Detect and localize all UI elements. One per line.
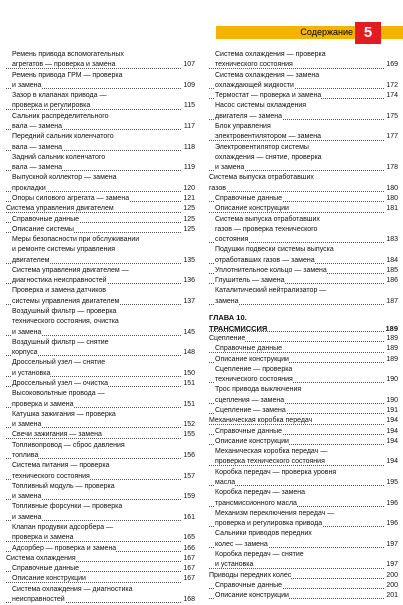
toc-page-number: 150 [182, 369, 195, 379]
toc-page-number: 194 [385, 427, 398, 437]
toc-entry-title: Система охлаждения — диагностика неисправностей [12, 585, 133, 603]
toc-section-entry[interactable] [6, 204, 195, 214]
toc-page-number: 121 [182, 194, 195, 204]
toc-entry-title: Справочные данные [12, 215, 80, 223]
toc-entry-title: Насос системы охлаждения двигателя — замена [215, 102, 307, 120]
toc-page-number: 169 [385, 60, 398, 70]
toc-page-number: 167 [182, 554, 195, 564]
toc-entry-title: Описание конструкции [215, 355, 289, 363]
toc-right-column [209, 50, 398, 601]
toc-entry[interactable] [209, 50, 398, 71]
toc-page-number: 178 [385, 163, 398, 173]
toc-entry-title: Воздушный фильтр — проверка технического состояния, очистка и замена [12, 308, 119, 336]
toc-entry[interactable] [209, 591, 398, 601]
toc-entry[interactable] [6, 71, 195, 92]
toc-section-entry[interactable] [209, 334, 398, 344]
toc-page-number: 200 [385, 571, 398, 581]
toc-entry-title: Подушки подвески системы выпуска отработавших газов — замена [215, 246, 334, 264]
toc-entry[interactable] [209, 447, 398, 468]
toc-page-number: 175 [385, 112, 398, 122]
toc-entry-title: Справочные данные [215, 581, 283, 589]
toc-entry[interactable] [6, 441, 195, 462]
toc-entry[interactable] [209, 91, 398, 101]
toc-section-entry[interactable] [209, 416, 398, 426]
toc-entry[interactable] [6, 430, 195, 440]
toc-entry[interactable] [209, 550, 398, 571]
toc-entry-title: Механическая коробка передач — проверка технического состояния [215, 448, 328, 466]
toc-page-number: 184 [385, 256, 398, 266]
toc-page-number: 125 [182, 215, 195, 225]
toc-entry-title: Система управления двигателем [6, 205, 114, 213]
toc-entry[interactable] [6, 286, 195, 307]
toc-page-number: 197 [385, 560, 398, 570]
toc-page-number: 197 [385, 540, 398, 550]
toc-page-number: 195 [385, 478, 398, 488]
toc-page-number: 145 [182, 328, 195, 338]
toc-entry-title: Справочные данные [215, 345, 283, 353]
toc-page-number: 180 [385, 194, 398, 204]
toc-entry-title: Система охлаждения — проверка технического состояния [215, 51, 326, 69]
toc-entry[interactable] [6, 132, 195, 153]
toc-entry-title: Термостат — проверка и замена [215, 92, 322, 100]
toc-entry[interactable] [6, 225, 195, 235]
page-number-badge: 5 [355, 22, 381, 44]
toc-entry-title: Коробка передач — снятие и установка [215, 550, 304, 569]
toc-entry[interactable] [6, 585, 195, 605]
toc-entry[interactable] [6, 266, 195, 287]
toc-entry[interactable] [209, 266, 398, 276]
toc-page-number: 172 [385, 81, 398, 91]
toc-page-number: 196 [385, 499, 398, 509]
toc-entry-title: Сальники приводов передних колес — замена [215, 530, 312, 548]
toc-entry-title: Воздушный фильтр — снятие корпуса [12, 338, 109, 357]
toc-entry-title: Коробка передач — замена трансмиссионного масла [215, 489, 306, 507]
toc-entry[interactable] [209, 71, 398, 92]
toc-entry[interactable] [6, 153, 195, 174]
toc-entry[interactable] [209, 406, 398, 416]
toc-page-number: 109 [182, 81, 195, 91]
toc-page-number: 156 [182, 451, 195, 461]
chapter-heading: ГЛАВА 10. ТРАНСМИССИЯ 189 [209, 313, 398, 333]
toc-entry-title: Уплотнительное кольцо — замена [215, 266, 327, 274]
toc-page-number: 161 [182, 513, 195, 523]
toc-entry[interactable] [209, 529, 398, 550]
toc-entry-title: Ремень привода вспомогательных агрегатов — проверка и замена [12, 51, 124, 69]
toc-page-number: 117 [183, 122, 195, 132]
toc-page-number: 125 [182, 204, 195, 214]
toc-entry[interactable] [6, 91, 195, 112]
toc-entry-title: Клапан продувки адсорбера — проверка и замена [12, 523, 114, 542]
toc-entry-title: Справочные данные [215, 427, 283, 435]
toc-entry[interactable] [209, 143, 398, 174]
toc-entry-title: Система управления двигателем — диагностика неисправностей [12, 266, 129, 285]
toc-entry-title: Описание конструкции [12, 575, 86, 583]
toc-entry-title: Система охлаждения — замена охлаждающей жидкости [215, 71, 320, 89]
toc-entry-title: Механизм переключения передач — проверка и регулировка привода [215, 509, 335, 528]
toc-entry-title: Ремень привода ГРМ — проверка и замена [12, 71, 123, 89]
toc-entry-title: Электровентилятор системы охлаждения — снятие, проверка и замена [215, 143, 322, 172]
toc-page-number: 189 [385, 323, 398, 333]
toc-entry-title: Адсорбер — проверка и замена [12, 544, 117, 552]
toc-entry[interactable] [6, 523, 195, 544]
toc-page-number: 201 [385, 591, 398, 601]
toc-left-column [6, 50, 195, 605]
toc-entry-title: Коробка передач — проверка уровня масла [215, 468, 337, 486]
toc-entry[interactable] [6, 50, 195, 71]
toc-entry[interactable] [209, 365, 398, 386]
toc-page-number: 190 [385, 375, 398, 385]
toc-page-number: 190 [385, 396, 398, 406]
toc-entry-title: Топливные форсунки — проверка и замена [12, 503, 123, 521]
toc-entry[interactable] [6, 389, 195, 410]
toc-page-number: 125 [182, 225, 195, 235]
toc-entry[interactable] [6, 235, 195, 266]
toc-entry[interactable] [6, 482, 195, 503]
toc-page-number: 181 [385, 204, 398, 214]
toc-entry-title: Система питания — проверка технического состояния [12, 462, 110, 480]
toc-entry-title: Выпускной коллектор — замена прокладки [12, 174, 117, 192]
toc-page-number: 183 [385, 235, 398, 245]
toc-page-number: 174 [385, 91, 398, 101]
toc-page-number: 187 [385, 297, 398, 307]
toc-entry[interactable] [6, 461, 195, 482]
toc-entry-title: Система выпуска отработавших газов [209, 174, 314, 192]
toc-page-number: 194 [385, 416, 398, 426]
toc-entry-title: Справочные данные [215, 194, 283, 202]
toc-entry[interactable] [6, 410, 195, 431]
toc-entry[interactable] [209, 286, 398, 307]
toc-page-number: 151 [182, 400, 195, 410]
toc-page-number: 120 [182, 184, 195, 194]
toc-page-number: 167 [182, 564, 195, 574]
toc-entry-title: Описание конструкции [215, 592, 289, 600]
toc-page-number: 185 [385, 266, 398, 276]
toc-entry-title: Описание системы [12, 225, 74, 233]
toc-entry-title: Высоковольтные провода — проверка и замена [12, 390, 105, 408]
toc-entry-title: Приводы передних колес [209, 571, 292, 579]
toc-entry[interactable] [209, 385, 398, 406]
toc-entry-title: Дроссельный узел — снятие и установка [12, 359, 106, 377]
toc-entry[interactable] [209, 488, 398, 509]
toc-entry[interactable] [209, 245, 398, 266]
toc-page-number: 177 [385, 132, 398, 142]
toc-entry[interactable] [209, 204, 398, 214]
toc-entry-title: Трос привода выключения сцепления — замена [215, 386, 302, 404]
toc-page-number: 165 [182, 533, 195, 543]
toc-page-number: 194 [385, 457, 398, 467]
toc-page-number: 151 [182, 379, 195, 389]
toc-entry[interactable] [6, 338, 195, 359]
toc-entry-title: Топливный модуль — проверка и замена [12, 482, 115, 501]
toc-entry[interactable] [209, 509, 398, 530]
toc-section-entry[interactable] [209, 173, 398, 194]
toc-page-number: 194 [385, 437, 398, 447]
toc-page-number: 148 [182, 348, 195, 358]
toc-page-number: 118 [183, 143, 195, 153]
toc-entry[interactable] [209, 581, 398, 591]
toc-entry[interactable] [209, 101, 398, 122]
toc-entry-title: Сцепление [209, 335, 246, 343]
toc-page-number: 189 [385, 344, 398, 354]
toc-entry-title: Описание конструкции [215, 437, 289, 445]
toc-entry-title: Опоры силового агрегата — замена [12, 194, 130, 202]
toc-page-number: 152 [182, 420, 195, 430]
toc-entry[interactable] [6, 112, 195, 133]
toc-page-number: 155 [182, 430, 195, 440]
toc-page-number: 115 [183, 101, 195, 111]
toc-page-number: 189 [385, 334, 398, 344]
toc-entry[interactable] [6, 215, 195, 225]
toc-entry-title: Катушка зажигания — проверка и замена [12, 410, 116, 429]
toc-entry[interactable] [209, 427, 398, 437]
toc-entry-title: Каталитический нейтрализатор — замена [215, 287, 327, 305]
toc-entry-title: Сцепление — замена [215, 407, 286, 414]
toc-page-number: 186 [385, 276, 398, 286]
toc-entry[interactable] [209, 344, 398, 354]
toc-entry[interactable] [6, 379, 195, 389]
toc-entry-title: Блок управления электровентилятором — замена [215, 122, 321, 141]
toc-entry-title: Проверка и замена датчиков системы управления двигателем [12, 287, 120, 305]
toc-entry-title: Задний сальник коленчатого вала — замена [12, 153, 106, 172]
toc-entry-title: Описание конструкции [215, 205, 289, 213]
toc-entry-title: Зазор в клапанах привода — проверка и регулировка [12, 92, 107, 110]
toc-section-entry[interactable] [209, 571, 398, 581]
toc-page-number: 180 [385, 184, 398, 194]
toc-section-entry[interactable] [6, 554, 195, 564]
toc-entry[interactable] [6, 544, 195, 554]
toc-page-number: 166 [182, 544, 195, 554]
toc-entry[interactable] [6, 307, 195, 338]
toc-entry[interactable] [6, 564, 195, 574]
toc-entry[interactable] [209, 468, 398, 489]
toc-page-number: 135 [182, 256, 195, 266]
toc-page-number: 191 [385, 406, 398, 416]
toc-page-number: 119 [183, 163, 195, 173]
toc-entry[interactable] [209, 215, 398, 246]
toc-entry-title: Глушитель — замена [215, 277, 285, 285]
toc-entry[interactable] [6, 194, 195, 204]
toc-entry[interactable] [209, 122, 398, 143]
toc-page-number: 189 [385, 355, 398, 365]
toc-page-number: 196 [385, 519, 398, 529]
toc-entry-title: Дроссельный узел — очистка [12, 380, 109, 387]
toc-page-number: 200 [385, 581, 398, 591]
toc-entry-title: Сальник распределительного вала — замена [12, 112, 109, 130]
toc-entry[interactable] [209, 355, 398, 365]
toc-entry-title: Меры безопасности при обслуживании и ремонте системы управления двигателем [12, 236, 140, 264]
toc-entry-title: Механическая коробка передач [209, 417, 313, 425]
toc-entry[interactable] [6, 502, 195, 523]
toc-entry[interactable] [6, 173, 195, 194]
toc-page-number: 168 [182, 595, 195, 605]
toc-entry[interactable] [6, 574, 195, 584]
toc-entry-title: Справочные данные [12, 565, 80, 573]
toc-entry[interactable] [209, 276, 398, 286]
toc-page-number: 157 [182, 472, 195, 482]
page-header [0, 0, 403, 40]
toc-entry-title: Система выпуска отработавших газов — проверка технического состояния [215, 215, 320, 244]
toc-entry[interactable] [209, 194, 398, 204]
toc-entry-title: Сцепление — проверка технического состояния [215, 365, 293, 384]
toc-page-number: 136 [182, 276, 195, 286]
toc-entry-title: Топливопровод — сброс давления топлива [12, 441, 125, 459]
toc-entry-title: Свечи зажигания — замена [12, 431, 102, 439]
toc-entry-title: Система охлаждения [6, 554, 76, 562]
section-title: Содержание [300, 27, 353, 37]
toc-page-number: 167 [182, 574, 195, 584]
toc-entry[interactable] [6, 358, 195, 379]
toc-page-number: 159 [182, 492, 195, 502]
toc-page-number: 107 [182, 60, 195, 70]
toc-page-number: 137 [182, 297, 195, 307]
toc-entry-title: Передний сальник коленчатого вала — замена [12, 133, 114, 151]
toc-entry[interactable] [209, 437, 398, 447]
